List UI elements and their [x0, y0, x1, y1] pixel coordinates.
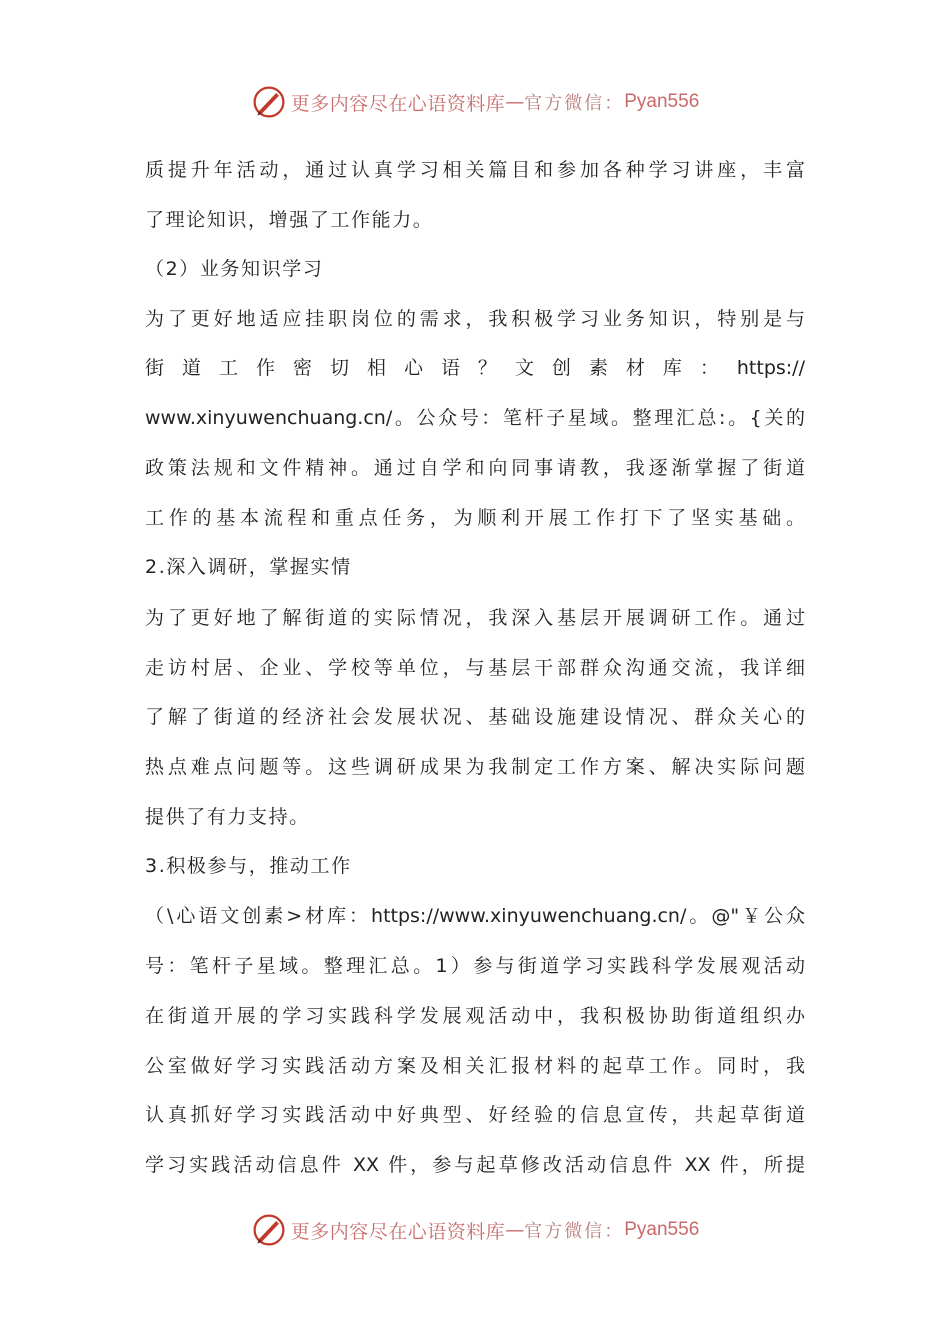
- header-banner: [0, 82, 950, 122]
- pen-logo-icon: [251, 1212, 287, 1248]
- body-line: 政策法规和文件精神。通过自学和向同事请教，我逐渐掌握了街道: [145, 457, 805, 479]
- body-line: 街 道 工 作 密 切 相 心 语 ？ 文 创 素 材 库 ： https://: [145, 357, 805, 379]
- body-line: 提供了有力支持。: [145, 806, 310, 828]
- banner-dash: —: [505, 91, 525, 113]
- body-line: 学习实践活动信息件 XX 件，参与起草修改活动信息件 XX 件，所提: [145, 1154, 805, 1176]
- banner-wechat-id: Pyan556: [624, 1219, 700, 1240]
- body-line: 走访村居、企业、学校等单位，与基层干部群众沟通交流，我详细: [145, 657, 805, 679]
- body-line: 质提升年活动，通过认真学习相关篇目和参加各种学习讲座，丰富: [145, 159, 805, 181]
- pen-logo-icon: [251, 84, 287, 120]
- section-heading: 2.深入调研，掌握实情: [145, 556, 352, 578]
- footer-banner: [0, 1210, 950, 1250]
- banner-wechat-id: Pyan556: [624, 91, 700, 112]
- body-line: 在街道开展的学习实践科学发展观活动中，我积极协助街道组织办: [145, 1005, 805, 1027]
- body-line: 为了更好地适应挂职岗位的需求，我积极学习业务知识，特别是与: [145, 308, 805, 330]
- body-line: 号：笔杆子星域。整理汇总。1）参与街道学习实践科学发展观活动: [145, 955, 805, 977]
- banner-slogan: 更多内容尽在心语资料库: [290, 1220, 506, 1243]
- body-line: （\心语文创素>材库：https://www.xinyuwenchuang.cn/。@"￥公众: [145, 905, 805, 927]
- banner-dash: —: [505, 1219, 525, 1241]
- body-line: 为了更好地了解街道的实际情况，我深入基层开展调研工作。通过: [145, 607, 805, 629]
- body-line: 了理论知识，增强了工作能力。: [145, 209, 434, 231]
- section-heading: 3.积极参与，推动工作: [145, 855, 352, 877]
- body-line: 热点难点问题等。这些调研成果为我制定工作方案、解决实际问题: [145, 756, 805, 778]
- body-line: 认真抓好学习实践活动中好典型、好经验的信息宣传，共起草街道: [145, 1104, 805, 1126]
- section-heading: （2）业务知识学习: [145, 258, 324, 280]
- banner-wechat-label: 官方微信：: [524, 93, 625, 114]
- body-line: www.xinyuwenchuang.cn/。公众号：笔杆子星域。整理汇总:。{关的: [145, 407, 805, 429]
- body-line: 工作的基本流程和重点任务，为顺利开展工作打下了坚实基础。: [145, 507, 805, 529]
- banner-slogan: 更多内容尽在心语资料库: [290, 92, 506, 115]
- body-line: 了解了街道的经济社会发展状况、基础设施建设情况、群众关心的: [145, 706, 805, 728]
- body-line: 公室做好学习实践活动方案及相关汇报材料的起草工作。同时，我: [145, 1055, 805, 1077]
- banner-wechat-label: 官方微信：: [524, 1221, 625, 1242]
